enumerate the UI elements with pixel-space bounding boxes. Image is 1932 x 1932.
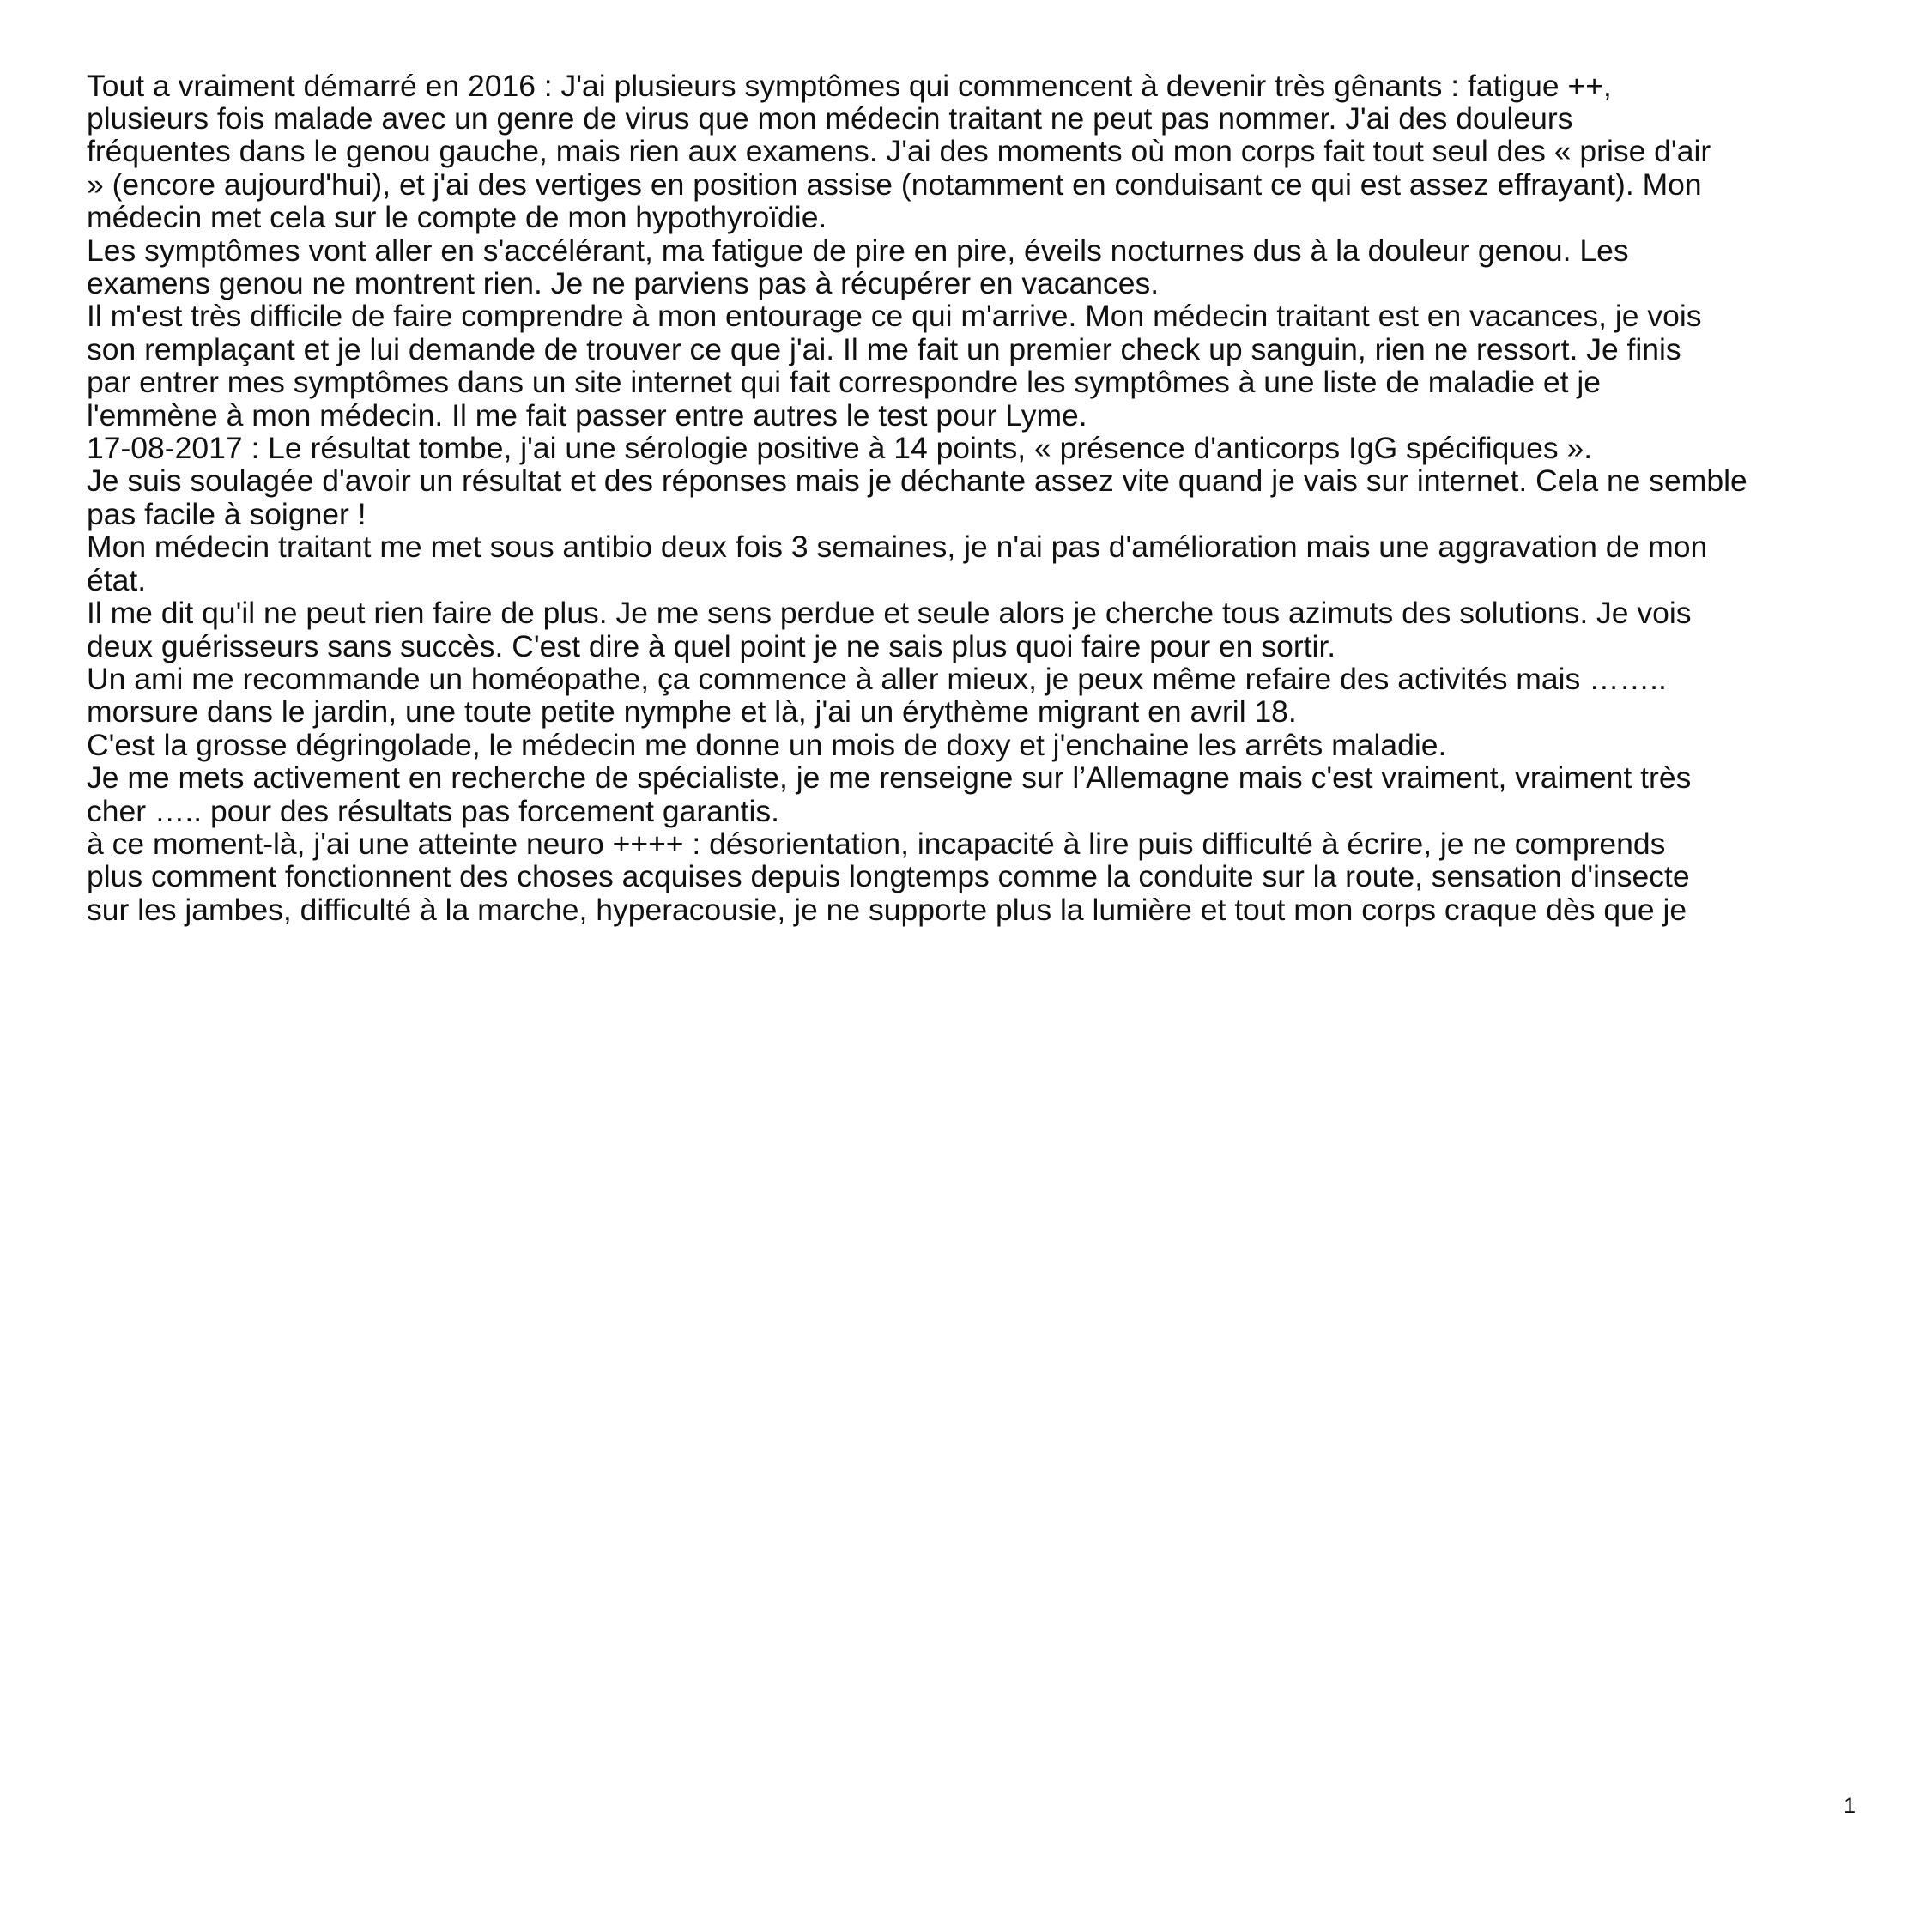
text-line: plusieurs fois malade avec un genre de virus que mon médecin traitant ne peut pas nommer. J'ai des douleurs: [87, 101, 1573, 136]
text-line: état.: [87, 562, 147, 597]
page-number: 1: [1844, 1794, 1856, 1818]
text-line: » (encore aujourd'hui), et j'ai des vertiges en position assise (notamment en conduisant ce qui est assez effrayant). Mon: [87, 167, 1702, 202]
text-line: Mon médecin traitant me met sous antibio deux fois 3 semaines, je n'ai pas d'amélioration mais une aggravation de mon: [87, 530, 1708, 565]
text-line: son remplaçant et je lui demande de trouver ce que j'ai. Il me fait un premier check up sanguin, rien ne ressort. Je finis: [87, 331, 1681, 366]
text-line: Je me mets activement en recherche de spécialiste, je me renseigne sur l’Allemagne mais c'est vraiment, vraiment très: [87, 760, 1692, 796]
text-line: Les symptômes vont aller en s'accélérant, ma fatigue de pire en pire, éveils nocturnes dus à la douleur genou. Les: [87, 233, 1629, 268]
text-line: Un ami me recommande un homéopathe, ça commence à aller mieux, je peux même refaire des activités mais ……..: [87, 661, 1667, 696]
text-line: cher ….. pour des résultats pas forcement garantis.: [87, 793, 780, 828]
text-line: Il me dit qu'il ne peut rien faire de plus. Je me sens perdue et seule alors je cherche tous azimuts des solutions. Je vois: [87, 596, 1692, 631]
document-body: [87, 68, 1872, 943]
text-line: Je suis soulagée d'avoir un résultat et des réponses mais je déchante assez vite quand je vais sur internet. Cela ne semble: [87, 463, 1747, 499]
text-line: 17-08-2017 : Le résultat tombe, j'ai une sérologie positive à 14 points, « présence d'anticorps IgG spécifiques ».: [87, 431, 1593, 466]
text-line: deux guérisseurs sans succès. C'est dire à quel point je ne sais plus quoi faire pour en sortir.: [87, 628, 1336, 663]
text-line: Il m'est très difficile de faire comprendre à mon entourage ce qui m'arrive. Mon médecin traitant est en vacances, je vois: [87, 299, 1702, 334]
text-line: médecin met cela sur le compte de mon hypothyroïdie.: [87, 200, 827, 235]
text-line: examens genou ne montrent rien. Je ne parviens pas à récupérer en vacances.: [87, 266, 1160, 301]
text-line: C'est la grosse dégringolade, le médecin me donne un mois de doxy et j'enchaine les arrêts maladie.: [87, 727, 1447, 762]
text-line: Tout a vraiment démarré en 2016 : J'ai plusieurs symptômes qui commencent à devenir très gênants : fatigue ++,: [87, 68, 1612, 103]
text-line: l'emmène à mon médecin. Il me fait passer entre autres le test pour Lyme.: [87, 397, 1087, 433]
text-line: plus comment fonctionnent des choses acquises depuis longtemps comme la conduite sur la route, sensation d'insecte: [87, 859, 1690, 894]
text-line: par entrer mes symptômes dans un site internet qui fait correspondre les symptômes à une liste de maladie et je: [87, 365, 1602, 400]
text-line: fréquentes dans le genou gauche, mais rien aux examens. J'ai des moments où mon corps fait tout seul des « prise d'air: [87, 134, 1711, 169]
text-line: pas facile à soigner !: [87, 496, 366, 531]
text-line: sur les jambes, difficulté à la marche, hyperacousie, je ne supporte plus la lumière et tout mon corps craque dès que je: [87, 892, 1687, 927]
text-line: morsure dans le jardin, une toute petite nymphe et là, j'ai un érythème migrant en avril 18.: [87, 694, 1297, 730]
text-line: à ce moment-là, j'ai une atteinte neuro ++++ : désorientation, incapacité à lire puis difficulté à écrire, je ne comprends: [87, 826, 1666, 861]
